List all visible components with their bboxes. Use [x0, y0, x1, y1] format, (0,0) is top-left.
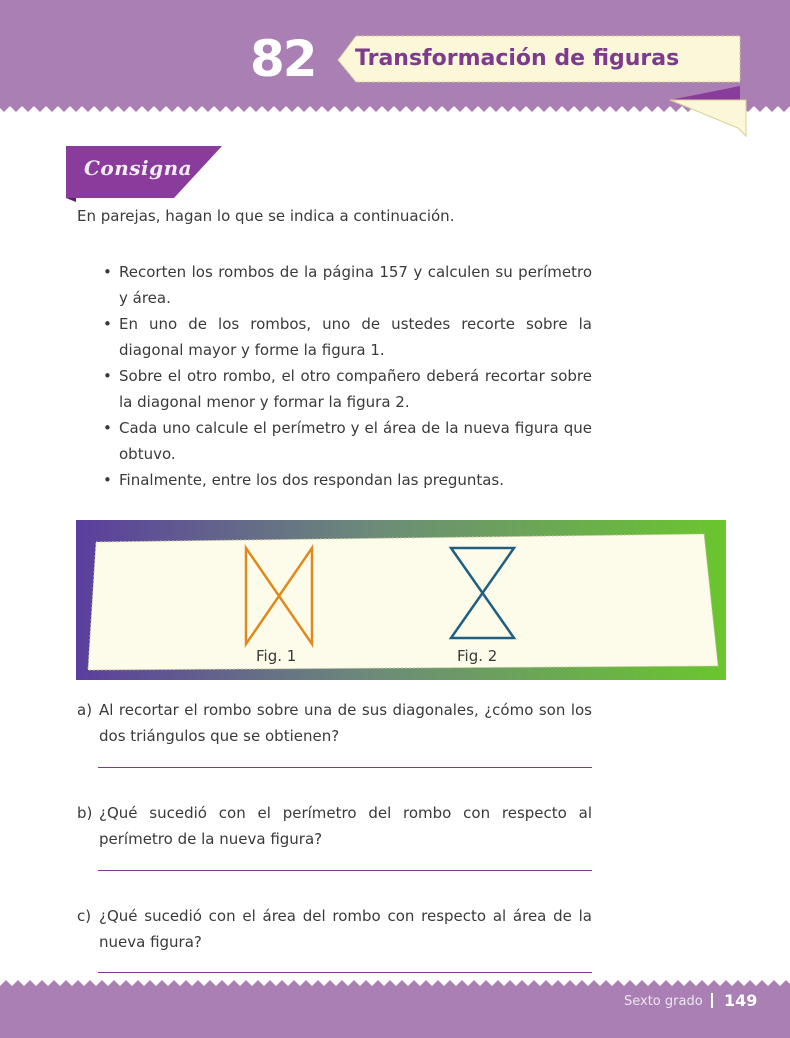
- figure-2-label: Fig. 2: [457, 647, 498, 665]
- page-number: 149: [724, 991, 758, 1010]
- question-c: [77, 903, 592, 955]
- footer-separator: [711, 993, 713, 1008]
- list-item: • En uno de los rombos, uno de ustedes recorte sobre la diagonal mayor y forme la figura 1.: [103, 311, 592, 363]
- question-a: [77, 697, 592, 749]
- lesson-number: 82: [250, 30, 316, 88]
- question-letter: c): [77, 907, 92, 925]
- figure-1-label: Fig. 1: [256, 647, 297, 665]
- instructions-list: [103, 259, 592, 493]
- answer-line-c[interactable]: [98, 972, 592, 973]
- instructions-intro: En parejas, hagan lo que se indica a continuación.: [77, 207, 455, 225]
- list-item: • Cada uno calcule el perímetro y el área de la nueva figura que obtuvo.: [103, 415, 592, 467]
- ribbon-tail: [668, 84, 748, 140]
- question-letter: b): [77, 804, 93, 822]
- question-text: Al recortar el rombo sobre una de sus diagonales, ¿cómo son los dos triángulos que se obtienen?: [99, 701, 592, 745]
- footer-grade: Sexto grado: [624, 994, 703, 1009]
- list-item: • Finalmente, entre los dos respondan las preguntas.: [103, 467, 592, 493]
- consigna-label: Consigna: [84, 156, 193, 180]
- question-b: [77, 800, 592, 852]
- answer-line-a[interactable]: [98, 767, 592, 768]
- list-item: • Sobre el otro rombo, el otro compañero deberá recortar sobre la diagonal menor y formar la figura 2.: [103, 363, 592, 415]
- answer-line-b[interactable]: [98, 870, 592, 871]
- list-item: • Recorten los rombos de la página 157 y calculen su perímetro y área.: [103, 259, 592, 311]
- lesson-title: Transformación de figuras: [355, 46, 680, 71]
- figure-paper: [88, 534, 718, 670]
- footer-band: [0, 980, 790, 1038]
- question-text: ¿Qué sucedió con el área del rombo con respecto al área de la nueva figura?: [99, 907, 592, 951]
- question-text: ¿Qué sucedió con el perímetro del rombo con respecto al perímetro de la nueva figura?: [99, 804, 592, 848]
- question-letter: a): [77, 701, 93, 719]
- figure-panel: [76, 520, 726, 680]
